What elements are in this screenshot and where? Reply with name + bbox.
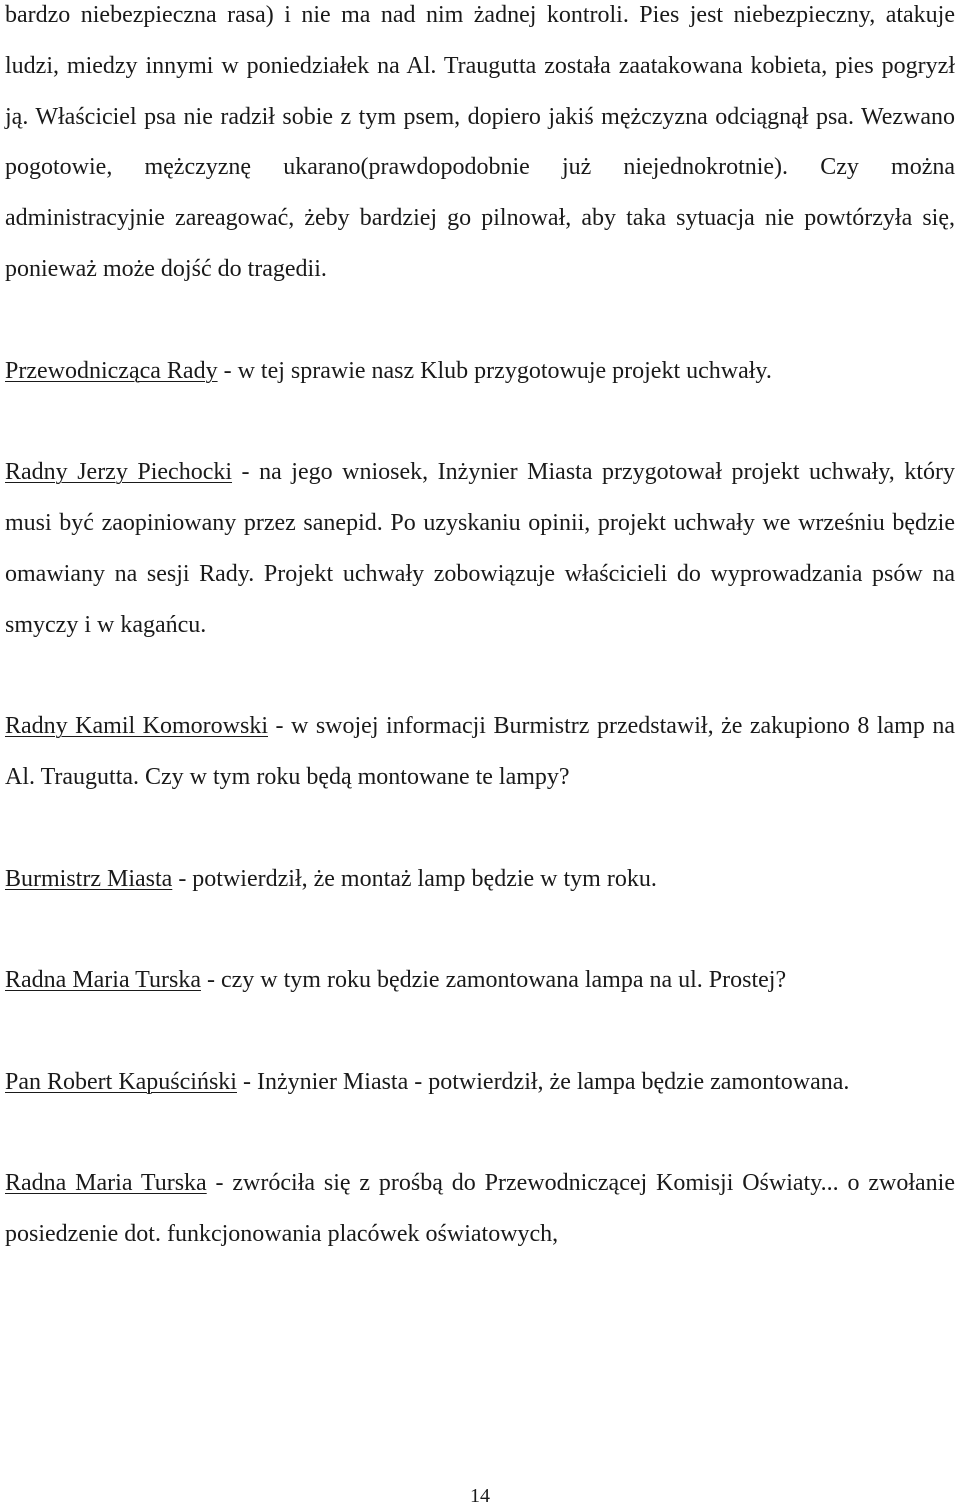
paragraph-przewodniczaca	[5, 346, 955, 397]
paragraph-kapuscinski	[5, 1057, 955, 1108]
paragraph-text: - na jego wniosek, Inżynier Miasta przygotował projekt uchwały, który musi być zaopiniowany przez sanepid. Po uzyskaniu opinii, projekt uchwały we wrześniu będzie omawiany na sesji Rady. Projekt uchwały zobowiązuje właścicieli do wyprowadzania psów na smyczy i w kagańcu.	[5, 459, 955, 638]
paragraph-komorowski	[5, 701, 955, 803]
speaker-name: Radna Maria Turska	[5, 967, 201, 994]
paragraph-text: - w swojej informacji Burmistrz przedstawił, że zakupiono 8 lamp na Al. Traugutta. Czy w tym roku będą montowane te lampy?	[5, 713, 956, 790]
paragraph-text: - potwierdził, że montaż lamp będzie w tym roku.	[172, 865, 657, 892]
speaker-name: Radny Kamil Komorowski	[5, 713, 268, 740]
paragraph-turska-komisja	[5, 1158, 955, 1260]
document-body	[5, 0, 955, 1311]
speaker-name: Przewodnicząca Rady	[5, 357, 218, 384]
paragraph-text: - czy w tym roku będzie zamontowana lampa na ul. Prostej?	[200, 967, 787, 994]
paragraph-burmistrz	[5, 854, 955, 905]
paragraph-text: - Inżynier Miasta - potwierdził, że lampa będzie zamontowana.	[236, 1068, 850, 1095]
speaker-name: Pan Robert Kapuściński	[5, 1068, 237, 1095]
speaker-name: Radny Jerzy Piechocki	[5, 459, 233, 486]
speaker-name: Radna Maria Turska	[5, 1170, 207, 1197]
paragraph-turska-lampa	[5, 955, 955, 1006]
paragraph-dog-incident	[5, 0, 955, 295]
paragraph-text: - zwróciła się z prośbą do Przewodniczącej Komisji Oświaty... o zwołanie posiedzenie dot. funkcjonowania placówek oświatowych,	[5, 1170, 955, 1248]
speaker-name: Burmistrz Miasta	[5, 865, 173, 892]
paragraph-text: - w tej sprawie nasz Klub przygotowuje projekt uchwały.	[217, 357, 772, 384]
page-number: 14	[470, 1485, 490, 1507]
paragraph-piechocki	[5, 447, 955, 650]
paragraph-text: bardzo niebezpieczna rasa) i nie ma nad nim żadnej kontroli. Pies jest niebezpieczny, atakuje ludzi, miedzy innymi w poniedziałek na Al. Traugutta została zaatakowana kobieta, pies pogryzł ją. Właściciel psa nie radził sobie z tym psem, dopiero jakiś mężczyzna odciągnął psa. Wezwano pogotowie, mężczyznę ukarano(prawdopodobnie już niejednokrotnie). Czy można administracyjnie zareagować, żeby bardziej go pilnował, aby taka sytuacja nie powtórzyła się, ponieważ może dojść do tragedii.	[5, 2, 955, 282]
